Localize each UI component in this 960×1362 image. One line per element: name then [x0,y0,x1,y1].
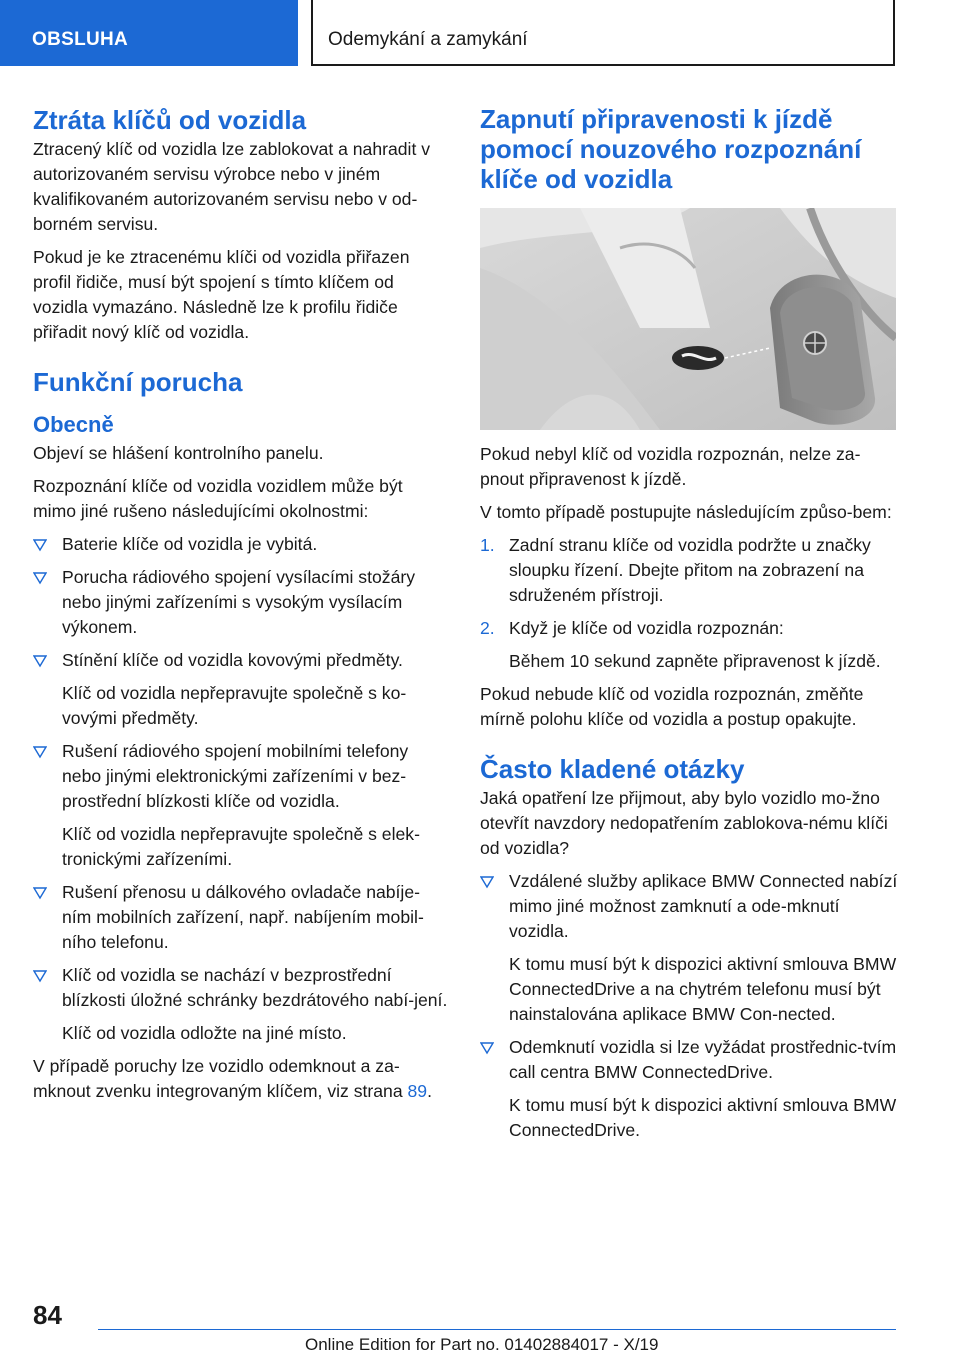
step-number: 2. [480,618,495,638]
list-item-note: K tomu musí být k dispozici aktivní smlouva BMW ConnectedDrive. [509,1095,897,1140]
section-tab: OBSLUHA [0,0,298,66]
steering-column-key-photo [480,208,896,430]
list-item-text: Stínění klíče od vozidla kovovými předměty. [62,650,403,670]
right-column [480,98,898,1151]
heading-lost-keys: Ztráta klíčů od vozidla [33,105,307,135]
list-item-text: Baterie klíče od vozidla je vybitá. [62,534,318,554]
list-item-text: Vzdálené služby aplikace BMW Connected nabízí mimo jiné možnost zamknutí a ode-mknutí vozidla. [509,871,898,941]
triangle-bullet-icon [33,886,47,900]
page-number: 84 [33,1300,62,1330]
paragraph: Ztracený klíč od vozidla lze zablokovat a nahradit v autorizovaném servisu výrobce nebo v jiném kvalifikovaném autorizovaném servisu nebo v od-borném servisu. [33,139,431,234]
triangle-bullet-icon [33,571,47,585]
triangle-bullet-icon [480,875,494,889]
chapter-title: Odemykání a zamykání [311,0,895,66]
triangle-bullet-icon [33,969,47,983]
heading-general: Obecně [33,412,114,437]
step-note: Během 10 sekund zapněte připravenost k jízdě. [509,651,881,671]
faq-answers-list [480,869,898,1143]
step-item [480,533,898,608]
paragraph: V tomto případě postupujte následujícím způso-bem: [480,502,892,522]
heading-faq: Často kladené otázky [480,754,745,784]
list-item [33,648,448,731]
steps-list [480,533,898,674]
list-item-text: Klíč od vozidla se nachází v bezprostřední blízkosti úložné schránky bezdrátového nabí-jení. [62,965,448,1010]
faq-question: Jaká opatření lze přijmout, aby bylo vozidlo mo-žno otevřít navzdory nedopatřením zablokova-nému klíči od vozidla? [480,788,888,858]
list-item [33,532,448,557]
list-item-text: Rušení rádiového spojení mobilními telefony nebo jinými elektronickými zařízeními v bez-prostřední blízkosti klíče od vozidla. [62,741,409,811]
list-item-text: Odemknutí vozidla si lze vyžádat prostřednic-tvím call centra BMW ConnectedDrive. [509,1037,897,1082]
triangle-bullet-icon [33,538,47,552]
paragraph: Pokud nebyl klíč od vozidla rozpoznán, nelze za-pnout připravenost k jízdě. [480,444,861,489]
closing-text: V případě poruchy lze vozidlo odemknout a za-mknout zvenku integrovaným klíčem, viz strana [33,1056,408,1101]
list-item [480,1035,898,1143]
triangle-bullet-icon [480,1041,494,1055]
list-item [480,869,898,1027]
step-text: Zadní stranu klíče od vozidla podržte u značky sloupku řízení. Dbejte přitom na zobrazení na sdruženém přístroji. [509,535,871,605]
list-item-note: K tomu musí být k dispozici aktivní smlouva BMW ConnectedDrive a na chytrém telefonu musí být nainstalována aplikace BMW Con-nected. [509,954,897,1024]
list-item [33,963,448,1046]
step-number: 1. [480,535,495,555]
list-item-note: Klíč od vozidla nepřepravujte společně s elek-tronickými zařízeními. [62,824,420,869]
paragraph: Rozpoznání klíče od vozidla vozidlem může být mimo jiné rušeno následujícími okolnostmi: [33,476,403,521]
page-header [0,0,960,66]
paragraph: Objeví se hlášení kontrolního panelu. [33,443,324,463]
heading-emergency-detection: Zapnutí připravenosti k jízdě pomocí nouzového rozpoznání klíče od vozidla [480,104,862,194]
step-item [480,616,898,674]
triangle-bullet-icon [33,745,47,759]
list-item-text: Porucha rádiového spojení vysílacími stožáry nebo jinými zařízeními s vysokým vysílacím výkonem. [62,567,416,637]
list-item-note: Klíč od vozidla nepřepravujte společně s ko-vovými předměty. [62,683,407,728]
list-item [33,565,448,640]
paragraph: Pokud nebude klíč od vozidla rozpoznán, změňte mírně polohu klíče od vozidla a postup opakujte. [480,684,864,729]
list-item-note: Klíč od vozidla odložte na jiné místo. [62,1023,347,1043]
triangle-bullet-icon [33,654,47,668]
paragraph: Pokud je ke ztracenému klíči od vozidla přiřazen profil řidiče, musí být spojení s tímto klíčem od vozidla vymazáno. Následně lze k profilu řidiče přiřadit nový klíč od vozidla. [33,247,410,342]
footer-divider [98,1329,896,1330]
page-reference-link[interactable]: 89 [407,1081,428,1101]
interference-list [33,532,448,1046]
list-item [33,739,448,872]
footer-edition: Online Edition for Part no. 01402884017 - X/19 [305,1335,659,1354]
closing-paragraph [33,1054,448,1104]
closing-end: . [427,1081,432,1101]
step-text: Když je klíče od vozidla rozpoznán: [509,618,784,638]
heading-malfunction: Funkční porucha [33,367,243,397]
list-item [33,880,448,955]
left-column [33,98,448,1112]
list-item-text: Rušení přenosu u dálkového ovladače nabíje-ním mobilních zařízení, např. nabíjením mobil-ního telefonu. [62,882,424,952]
